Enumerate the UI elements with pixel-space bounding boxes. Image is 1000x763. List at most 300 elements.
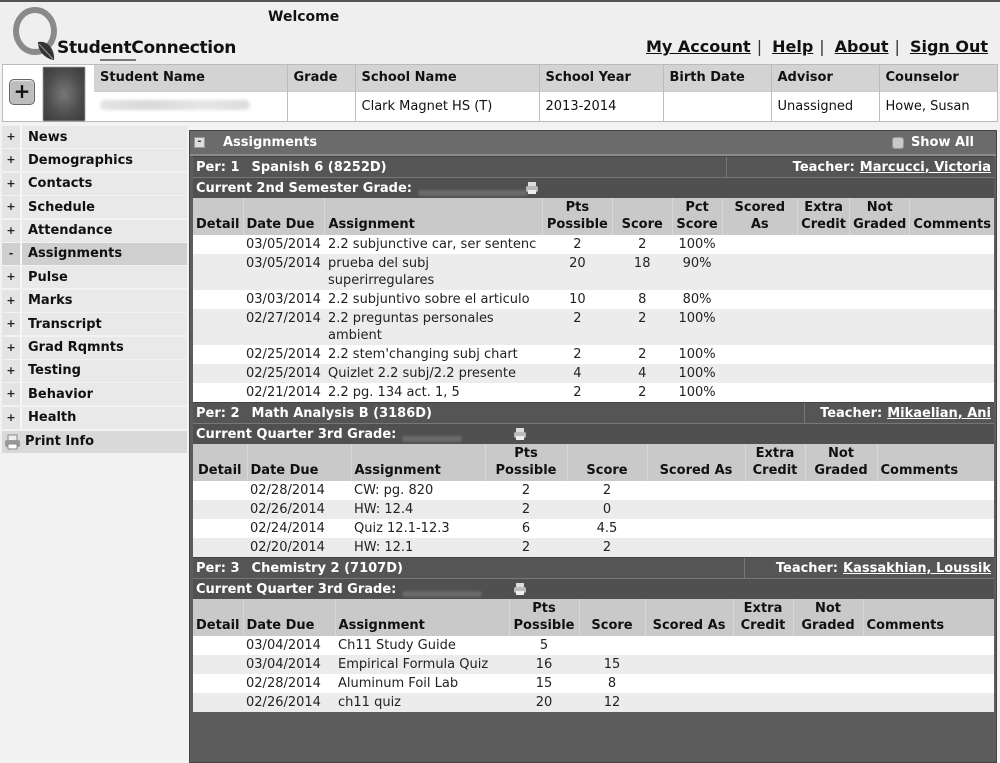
score-cell: 2 — [602, 483, 612, 498]
grade-label: Current Quarter 3rd Grade: — [196, 426, 397, 442]
sidebar-item-grad-rqmnts[interactable] — [2, 337, 187, 359]
sidebar-item-label: Contacts — [28, 176, 93, 192]
col-date-due: Date Due — [243, 599, 335, 636]
show-all-toggle[interactable] — [892, 135, 974, 150]
assignment-cell: 2.2 preguntas personales ambient — [325, 309, 542, 345]
top-links — [646, 37, 988, 56]
not-graded-cell — [850, 383, 910, 402]
student-name-value — [94, 91, 287, 121]
panel-title: Assignments — [223, 135, 318, 150]
my-account-link[interactable]: My Account — [646, 37, 751, 56]
printer-icon[interactable] — [525, 181, 539, 195]
score-cell: 4.5 — [596, 521, 618, 536]
pts-possible-cell: 2 — [485, 500, 567, 519]
col-score: Score — [612, 198, 672, 235]
course-header — [193, 156, 994, 178]
assignment-cell: 2.2 pg. 134 act. 1, 5 — [327, 385, 460, 400]
comments-cell — [863, 636, 994, 655]
expand-icon: + — [2, 149, 22, 171]
pct-score-cell: 100% — [672, 364, 722, 383]
sidebar-item-label: Transcript — [28, 316, 102, 332]
expand-icon: + — [2, 313, 22, 335]
col-pts-possible: Pts Possible — [485, 444, 567, 481]
date-due-cell: 02/25/2014 — [246, 347, 321, 362]
printer-icon — [4, 433, 22, 451]
not-graded-cell — [850, 309, 910, 345]
comments-cell — [877, 519, 994, 538]
teacher-label: Teacher: — [775, 560, 838, 576]
printer-icon[interactable] — [513, 427, 527, 441]
sidebar-item-label: Attendance — [28, 223, 113, 239]
col-extra-credit: Extra Credit — [745, 444, 805, 481]
detail-cell — [193, 693, 243, 712]
not-graded-cell — [805, 481, 877, 500]
score-cell: 8 — [607, 676, 617, 691]
period-label: Per: 1 — [196, 159, 240, 175]
school-year-value: 2013-2014 — [539, 91, 663, 121]
col-score: Score — [567, 444, 647, 481]
pts-possible-cell: 2 — [573, 347, 582, 362]
course-section — [193, 402, 994, 557]
table-row[interactable] — [193, 345, 994, 364]
show-all-label: Show All — [910, 135, 974, 150]
scored-as-cell — [722, 254, 798, 290]
score-cell: 18 — [612, 254, 672, 290]
scored-as-cell — [645, 655, 733, 674]
expand-icon: + — [2, 126, 22, 148]
teacher-label: Teacher: — [820, 405, 883, 421]
date-due-cell: 02/24/2014 — [250, 521, 325, 536]
assignment-cell: CW: pg. 820 — [354, 483, 434, 498]
sidebar-item-label: Demographics — [28, 152, 134, 168]
detail-cell — [193, 674, 243, 693]
date-due-cell: 03/04/2014 — [246, 638, 321, 653]
col-detail: Detail — [193, 599, 243, 636]
sidebar-item-schedule[interactable] — [2, 196, 187, 218]
sidebar-item-contacts[interactable] — [2, 173, 187, 195]
col-advisor: Advisor — [771, 65, 879, 91]
comments-cell — [910, 309, 994, 345]
table-row[interactable] — [193, 309, 994, 345]
assignments-table — [193, 444, 994, 557]
app-header — [0, 0, 1000, 64]
score-cell: 2 — [638, 347, 647, 362]
comments-cell — [877, 481, 994, 500]
date-due-cell: 02/28/2014 — [246, 676, 321, 691]
col-pts-possible: Pts Possible — [509, 599, 579, 636]
expand-icon: + — [2, 173, 22, 195]
sidebar-item-label: Health — [28, 410, 77, 426]
extra-credit-cell — [798, 364, 850, 383]
col-not-graded: Not Graded — [793, 599, 863, 636]
pts-possible-cell: 2 — [521, 483, 531, 498]
date-due-cell: 02/21/2014 — [246, 385, 321, 400]
not-graded-cell — [793, 655, 863, 674]
assignment-cell: 2.2 subjuntivo sobre el articulo — [327, 292, 530, 307]
extra-credit-cell — [798, 235, 850, 254]
expand-icon: + — [2, 360, 22, 382]
expand-icon: + — [2, 266, 22, 288]
sidebar-item-label: Pulse — [28, 269, 68, 285]
period-label: Per: 3 — [196, 560, 240, 576]
redacted-grade — [418, 190, 528, 196]
course-name: Math Analysis B (3186D) — [251, 405, 433, 421]
extra-credit-cell — [733, 693, 793, 712]
sidebar-item-transcript[interactable] — [2, 313, 187, 335]
redacted-name — [100, 100, 250, 110]
col-comments: Comments — [910, 198, 994, 235]
birth-date-value — [663, 91, 771, 121]
col-grade: Grade — [287, 65, 355, 91]
date-due-cell: 02/25/2014 — [243, 364, 325, 383]
sidebar-item-news[interactable] — [2, 126, 187, 148]
sidebar-item-testing[interactable] — [2, 360, 187, 382]
course-title — [193, 406, 804, 421]
collapse-panel-button[interactable]: - — [194, 137, 205, 148]
scored-as-cell — [647, 519, 745, 538]
date-due-cell: 02/26/2014 — [247, 500, 351, 519]
teacher-link[interactable]: Mikaelian, Ani — [887, 405, 991, 421]
current-grade-row — [193, 424, 994, 444]
col-scored-as: Scored As — [722, 198, 798, 235]
detail-cell — [193, 345, 243, 364]
scored-as-cell — [722, 364, 798, 383]
assignment-cell: Quizlet 2.2 subj/2.2 presente — [325, 364, 542, 383]
teacher-cell — [804, 403, 994, 423]
expand-icon: + — [2, 383, 22, 405]
scored-as-cell — [722, 290, 798, 309]
assignment-cell: ch11 quiz — [335, 693, 509, 712]
show-all-checkbox[interactable] — [892, 137, 904, 149]
course-title — [193, 561, 744, 576]
not-graded-cell — [850, 364, 910, 383]
pts-possible-cell: 10 — [569, 292, 586, 307]
teacher-cell — [744, 558, 994, 578]
assignment-cell: prueba del subj superirregulares — [325, 254, 542, 290]
extra-credit-cell — [733, 636, 793, 655]
detail-cell — [193, 500, 247, 519]
brand-underline — [100, 59, 136, 61]
col-scored-as: Scored As — [645, 599, 733, 636]
table-row[interactable] — [193, 655, 994, 674]
sign-out-link[interactable]: Sign Out — [909, 37, 988, 56]
assignment-cell: 2.2 subjunctive car, ser sentenc — [327, 237, 537, 252]
sidebar-item-health[interactable] — [2, 407, 187, 429]
sidebar-item-attendance[interactable] — [2, 220, 187, 242]
score-cell — [579, 636, 645, 655]
score-cell: 4 — [612, 364, 672, 383]
col-comments: Comments — [877, 444, 994, 481]
pts-possible-cell: 2 — [542, 309, 612, 345]
expand-icon: + — [2, 337, 22, 359]
table-row[interactable] — [193, 674, 994, 693]
comments-cell — [863, 693, 994, 712]
school-name-value: Clark Magnet HS (T) — [355, 91, 539, 121]
course-header — [193, 557, 994, 579]
pct-score-cell: 100% — [678, 347, 716, 362]
table-row[interactable] — [193, 364, 994, 383]
pts-possible-cell: 2 — [485, 538, 567, 557]
printer-icon[interactable] — [513, 582, 527, 596]
sidebar-item-print-info[interactable] — [2, 431, 187, 453]
extra-credit-cell — [745, 500, 805, 519]
not-graded-cell — [793, 636, 863, 655]
assignment-cell: 2.2 stem'changing subj chart — [327, 347, 518, 362]
sidebar-nav — [2, 126, 187, 454]
scored-as-cell — [647, 481, 745, 500]
sidebar-item-label: Print Info — [25, 434, 95, 450]
table-row[interactable] — [193, 538, 994, 557]
pts-possible-cell: 5 — [539, 638, 549, 653]
not-graded-cell — [850, 254, 910, 290]
detail-cell — [193, 655, 243, 674]
date-due-cell: 02/26/2014 — [243, 693, 335, 712]
pct-score-cell: 100% — [672, 309, 722, 345]
pts-possible-cell: 20 — [509, 693, 579, 712]
period-label: Per: 2 — [196, 405, 240, 421]
course-name: Spanish 6 (8252D) — [251, 159, 387, 175]
assignments-table — [193, 599, 994, 712]
comments-cell — [863, 674, 994, 693]
link-separator: | — [819, 37, 825, 56]
assignments-panel — [189, 130, 997, 763]
table-row[interactable] — [193, 636, 994, 655]
col-detail: Detail — [193, 444, 247, 481]
sidebar-item-label: Schedule — [28, 199, 95, 215]
date-due-cell: 03/04/2014 — [243, 655, 335, 674]
teacher-cell — [726, 157, 994, 177]
grade-value — [287, 91, 355, 121]
table-row[interactable] — [193, 500, 994, 519]
col-assignment: Assignment — [325, 198, 542, 235]
detail-cell — [193, 254, 243, 290]
welcome-text: Welcome — [268, 9, 340, 25]
expand-icon: + — [2, 290, 22, 312]
extra-credit-cell — [798, 290, 850, 309]
table-row[interactable] — [193, 519, 994, 538]
grade-label: Current 2nd Semester Grade: — [196, 180, 412, 196]
extra-credit-cell — [745, 519, 805, 538]
comments-cell — [863, 655, 994, 674]
pts-possible-cell: 2 — [573, 237, 582, 252]
student-photo — [43, 67, 85, 121]
col-not-graded: Not Graded — [805, 444, 877, 481]
pts-possible-cell: 15 — [535, 676, 553, 691]
extra-credit-cell — [798, 254, 850, 290]
extra-credit-cell — [745, 481, 805, 500]
col-extra-credit: Extra Credit — [733, 599, 793, 636]
table-row[interactable] — [193, 254, 994, 290]
table-row[interactable] — [193, 383, 994, 402]
current-grade-row — [193, 178, 994, 198]
collapse-icon: - — [2, 243, 22, 265]
scored-as-cell — [722, 309, 798, 345]
not-graded-cell — [805, 519, 877, 538]
col-school-name: School Name — [355, 65, 539, 91]
assignments-table — [193, 198, 994, 402]
scored-as-cell — [645, 674, 733, 693]
course-section — [193, 557, 994, 712]
comments-cell — [910, 290, 994, 309]
col-assignment: Assignment — [351, 444, 485, 481]
detail-cell — [193, 309, 243, 345]
grade-label: Current Quarter 3rd Grade: — [196, 581, 397, 597]
date-due-cell: 03/03/2014 — [246, 292, 321, 307]
teacher-link[interactable]: Marcucci, Victoria — [859, 159, 991, 175]
panel-header — [190, 131, 996, 156]
link-separator: | — [894, 37, 900, 56]
teacher-label: Teacher: — [792, 159, 855, 175]
score-cell: 8 — [638, 292, 647, 307]
sidebar-item-label: Marks — [28, 293, 73, 309]
scored-as-cell — [647, 538, 745, 557]
table-row[interactable] — [193, 481, 994, 500]
sidebar-item-label: Assignments — [28, 246, 123, 262]
score-cell: 2 — [638, 385, 647, 400]
detail-cell — [193, 383, 243, 402]
not-graded-cell — [805, 500, 877, 519]
counselor-value: Howe, Susan — [879, 91, 997, 121]
sidebar-item-assignments[interactable] — [2, 243, 187, 265]
detail-cell — [193, 235, 243, 254]
sidebar-item-behavior[interactable] — [2, 383, 187, 405]
sidebar-item-demographics[interactable] — [2, 149, 187, 171]
student-info-table — [94, 65, 997, 121]
assignment-cell: Aluminum Foil Lab — [338, 676, 459, 691]
score-cell: 2 — [612, 309, 672, 345]
col-date-due: Date Due — [243, 198, 325, 235]
detail-cell — [193, 538, 247, 557]
extra-credit-cell — [745, 538, 805, 557]
col-birth-date: Birth Date — [663, 65, 771, 91]
not-graded-cell — [805, 538, 877, 557]
link-separator: | — [756, 37, 763, 56]
sidebar-item-label: Testing — [28, 363, 81, 379]
about-link[interactable]: About — [834, 37, 889, 56]
pct-score-cell: 90% — [672, 254, 722, 290]
extra-credit-cell — [798, 309, 850, 345]
detail-cell — [193, 290, 243, 309]
pts-possible-cell: 16 — [509, 655, 579, 674]
score-cell: 12 — [579, 693, 645, 712]
sidebar-item-label: Grad Rqmnts — [28, 340, 124, 356]
not-graded-cell — [793, 693, 863, 712]
assignment-cell: HW: 12.1 — [351, 538, 485, 557]
scored-as-cell — [647, 500, 745, 519]
table-row[interactable] — [193, 235, 994, 254]
col-pct-score: Pct Score — [672, 198, 722, 235]
col-score: Score — [579, 599, 645, 636]
redacted-grade — [402, 436, 462, 442]
pct-score-cell: 100% — [678, 237, 716, 252]
course-section — [193, 156, 994, 402]
score-cell: 15 — [579, 655, 645, 674]
comments-cell — [910, 345, 994, 364]
scored-as-cell — [722, 235, 798, 254]
table-row[interactable] — [193, 693, 994, 712]
expand-icon: + — [2, 196, 22, 218]
expand-icon: + — [2, 407, 22, 429]
detail-cell — [193, 519, 247, 538]
col-comments: Comments — [863, 599, 994, 636]
not-graded-cell — [850, 345, 910, 364]
advisor-value: Unassigned — [771, 91, 879, 121]
course-name: Chemistry 2 (7107D) — [251, 560, 403, 576]
sidebar-item-label: Behavior — [28, 386, 94, 402]
add-student-button[interactable]: + — [9, 79, 35, 105]
current-grade-row — [193, 579, 994, 599]
pct-score-cell: 80% — [682, 292, 712, 307]
scored-as-cell — [722, 383, 798, 402]
table-row[interactable] — [193, 290, 994, 309]
date-due-cell: 02/27/2014 — [243, 309, 325, 345]
sidebar-item-label: News — [28, 129, 68, 145]
student-info-bar — [2, 64, 998, 122]
comments-cell — [910, 364, 994, 383]
redacted-grade — [402, 591, 482, 597]
score-cell: 0 — [567, 500, 647, 519]
score-cell: 2 — [638, 237, 647, 252]
comments-cell — [877, 500, 994, 519]
col-student-name: Student Name — [94, 65, 287, 91]
scored-as-cell — [645, 636, 733, 655]
extra-credit-cell — [733, 674, 793, 693]
date-due-cell: 03/05/2014 — [246, 237, 321, 252]
course-title — [193, 160, 726, 175]
col-assignment: Assignment — [335, 599, 509, 636]
not-graded-cell — [850, 290, 910, 309]
comments-cell — [877, 538, 994, 557]
date-due-cell: 03/05/2014 — [243, 254, 325, 290]
course-header — [193, 402, 994, 424]
extra-credit-cell — [733, 655, 793, 674]
help-link[interactable]: Help — [772, 37, 814, 56]
pts-possible-cell: 6 — [521, 521, 531, 536]
comments-cell — [910, 235, 994, 254]
not-graded-cell — [793, 674, 863, 693]
pts-possible-cell: 4 — [542, 364, 612, 383]
col-school-year: School Year — [539, 65, 663, 91]
col-not-graded: Not Graded — [850, 198, 910, 235]
extra-credit-cell — [798, 345, 850, 364]
sidebar-item-marks[interactable] — [2, 290, 187, 312]
expand-icon: + — [2, 220, 22, 242]
detail-cell — [193, 636, 243, 655]
assignment-cell: Ch11 Study Guide — [338, 638, 456, 653]
assignment-cell: HW: 12.4 — [351, 500, 485, 519]
extra-credit-cell — [798, 383, 850, 402]
col-extra-credit: Extra Credit — [798, 198, 850, 235]
col-counselor: Counselor — [879, 65, 997, 91]
scored-as-cell — [645, 693, 733, 712]
sidebar-item-pulse[interactable] — [2, 266, 187, 288]
brand-name: StudentConnection — [57, 38, 237, 58]
scored-as-cell — [722, 345, 798, 364]
comments-cell — [910, 383, 994, 402]
detail-cell — [193, 481, 247, 500]
score-cell: 2 — [567, 538, 647, 557]
col-detail: Detail — [193, 198, 243, 235]
assignment-cell: Quiz 12.1-12.3 — [354, 521, 450, 536]
pts-possible-cell: 20 — [542, 254, 612, 290]
col-date-due: Date Due — [247, 444, 351, 481]
assignment-cell: Empirical Formula Quiz — [335, 655, 509, 674]
teacher-link[interactable]: Kassakhian, Loussik — [843, 560, 991, 576]
detail-cell — [193, 364, 243, 383]
col-pts-possible: Pts Possible — [542, 198, 612, 235]
not-graded-cell — [850, 235, 910, 254]
date-due-cell: 02/28/2014 — [250, 483, 325, 498]
